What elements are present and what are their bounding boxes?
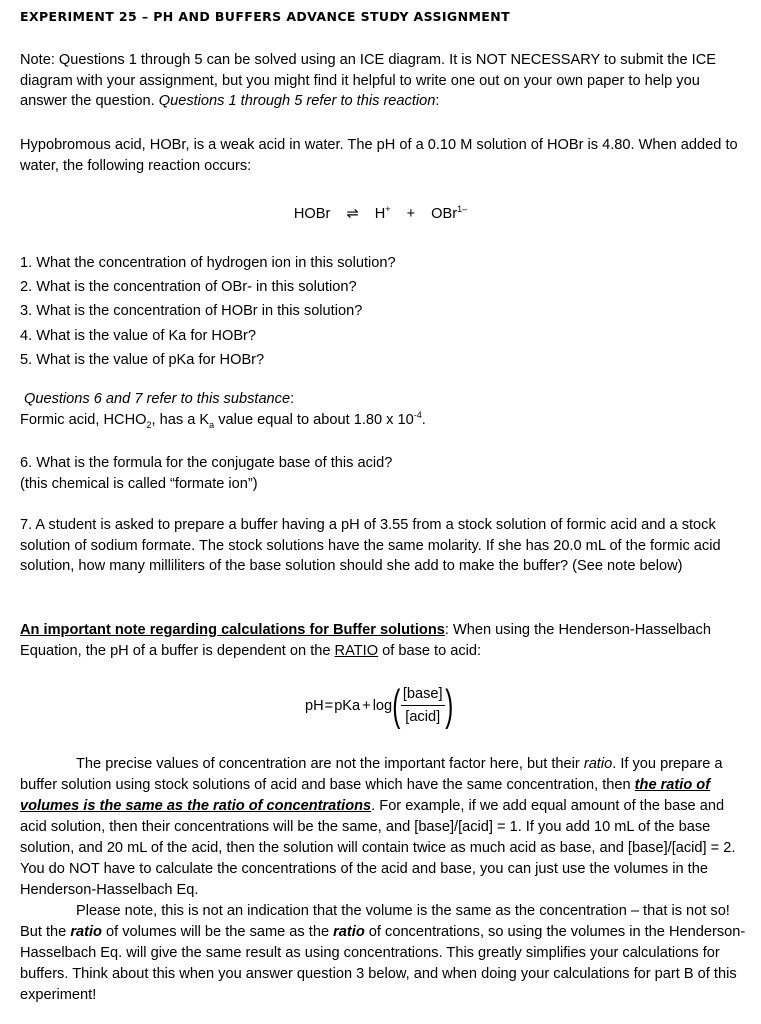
fraction-denominator: [acid] — [405, 709, 441, 725]
fraction-numerator: [base] — [401, 685, 445, 706]
product-hypobromite: OBr — [431, 206, 458, 222]
question-4: 4. What is the value of Ka for HOBr? — [20, 327, 257, 344]
product-hydrogen: H — [374, 206, 386, 222]
ratio-fraction — [401, 685, 445, 727]
intro-paragraph: Hypobromous acid, HOBr, is a weak acid in water. The pH of a 0.10 M solution of HOBr is 4.80. When added to water, the following reaction occurs: — [20, 137, 738, 174]
reactant: HOBr — [293, 206, 331, 222]
question-3: 3. What is the concentration of HOBr in this solution? — [20, 303, 363, 320]
important-note-heading: An important note regarding calculations for Buffer solutions — [20, 622, 445, 638]
note-italic: Questions 1 through 5 refer to this reaction — [158, 93, 436, 109]
question-list — [20, 251, 750, 372]
formic-heading: Questions 6 and 7 refer to this substance: — [24, 391, 295, 407]
question-7: 7. A student is asked to prepare a buffer having a pH of 3.55 from a stock solution of formic acid and a stock solution of sodium formate. The stock solutions have the same molarity. If she has 20.0 mL of the formic acid solution, how many milliliters of the base solution should she add to make the buffer? (See note below) — [20, 517, 721, 574]
formic-description: Formic acid, $HCHO_2$, has a $K_a$ value equal to about 1.80 x $10^{-4}$. — [20, 410, 426, 430]
equilibrium-arrow: ⇌ — [346, 206, 359, 222]
question-6: 6. What is the formula for the conjugate base of this acid? (this chemical is called “formate ion”) — [20, 455, 393, 492]
question-2: 2. What is the concentration of OBr- in this solution? — [20, 279, 357, 296]
reaction-equation: HOBr ⇌ H+ + OBr$^{1-}$ — [293, 204, 468, 222]
question-5: 5. What is the value of pKa for HOBr? — [20, 351, 265, 368]
henderson-hasselbach-equation: pH = pKa + log ( $\frac{\text{[base]}}{\text{[acid]}}$ ) — [305, 681, 453, 730]
question-1: 1. What the concentration of hydrogen ion in this solution? — [20, 255, 396, 271]
important-note: An important note regarding calculations for Buffer solutions: When using the Henderson-Hasselbach Equation, the pH of a buffer is dependent on the RATIO of base to acid: — [20, 622, 711, 659]
explanation-paragraph-1: The precise values of concentration are not the important factor here, but their ratio. If you prepare a buffer solution using stock solutions of acid and base which have the same concentration, then the ratio of volumes is the same as the ratio of concentrations. For example, if we add equal amount of the base and acid solution, then their concentrations will be the same, and [base]/[acid] = 1. If you add 10 mL of the base solution, and 20 mL of the acid, then the solution will contain twice as much acid as base, and [base]/[acid] = 2. You do NOT have to calculate the concentrations of the acid and base, you can just use the volumes in the Henderson-Hasselbach Eq. — [20, 756, 736, 898]
page-title: EXPERIMENT 25 – PH AND BUFFERS ADVANCE STUDY ASSIGNMENT — [20, 9, 511, 24]
explanation-paragraph-2: Please note, this is not an indication that the volume is the same as the concentration – that is not so! But the ratio of volumes will be the same as the ratio of concentrations, so using the volumes in the Henderson-Hasselbach Eq. will give the same result as using concentrations. This greatly simplifies your calculations for buffers. Think about this when you answer question 3 below, and when doing your calculations for part B of this experiment! — [20, 903, 746, 1003]
note-paragraph: Note: Questions 1 through 5 can be solved using an ICE diagram. It is NOT NECESSARY to submit the ICE diagram with your assignment, but you might find it helpful to write one out on your own paper to help you answer the question. Questions 1 through 5 refer to this reaction: — [20, 52, 716, 109]
note-text: Note: Questions 1 through 5 can be solved using an ICE diagram. It is NOT NECESSARY to submit the ICE diagram with your assignment, but you might find it helpful to write one out on your own paper to help you answer the question. — [20, 52, 716, 109]
plus-sign: + — [406, 206, 416, 222]
